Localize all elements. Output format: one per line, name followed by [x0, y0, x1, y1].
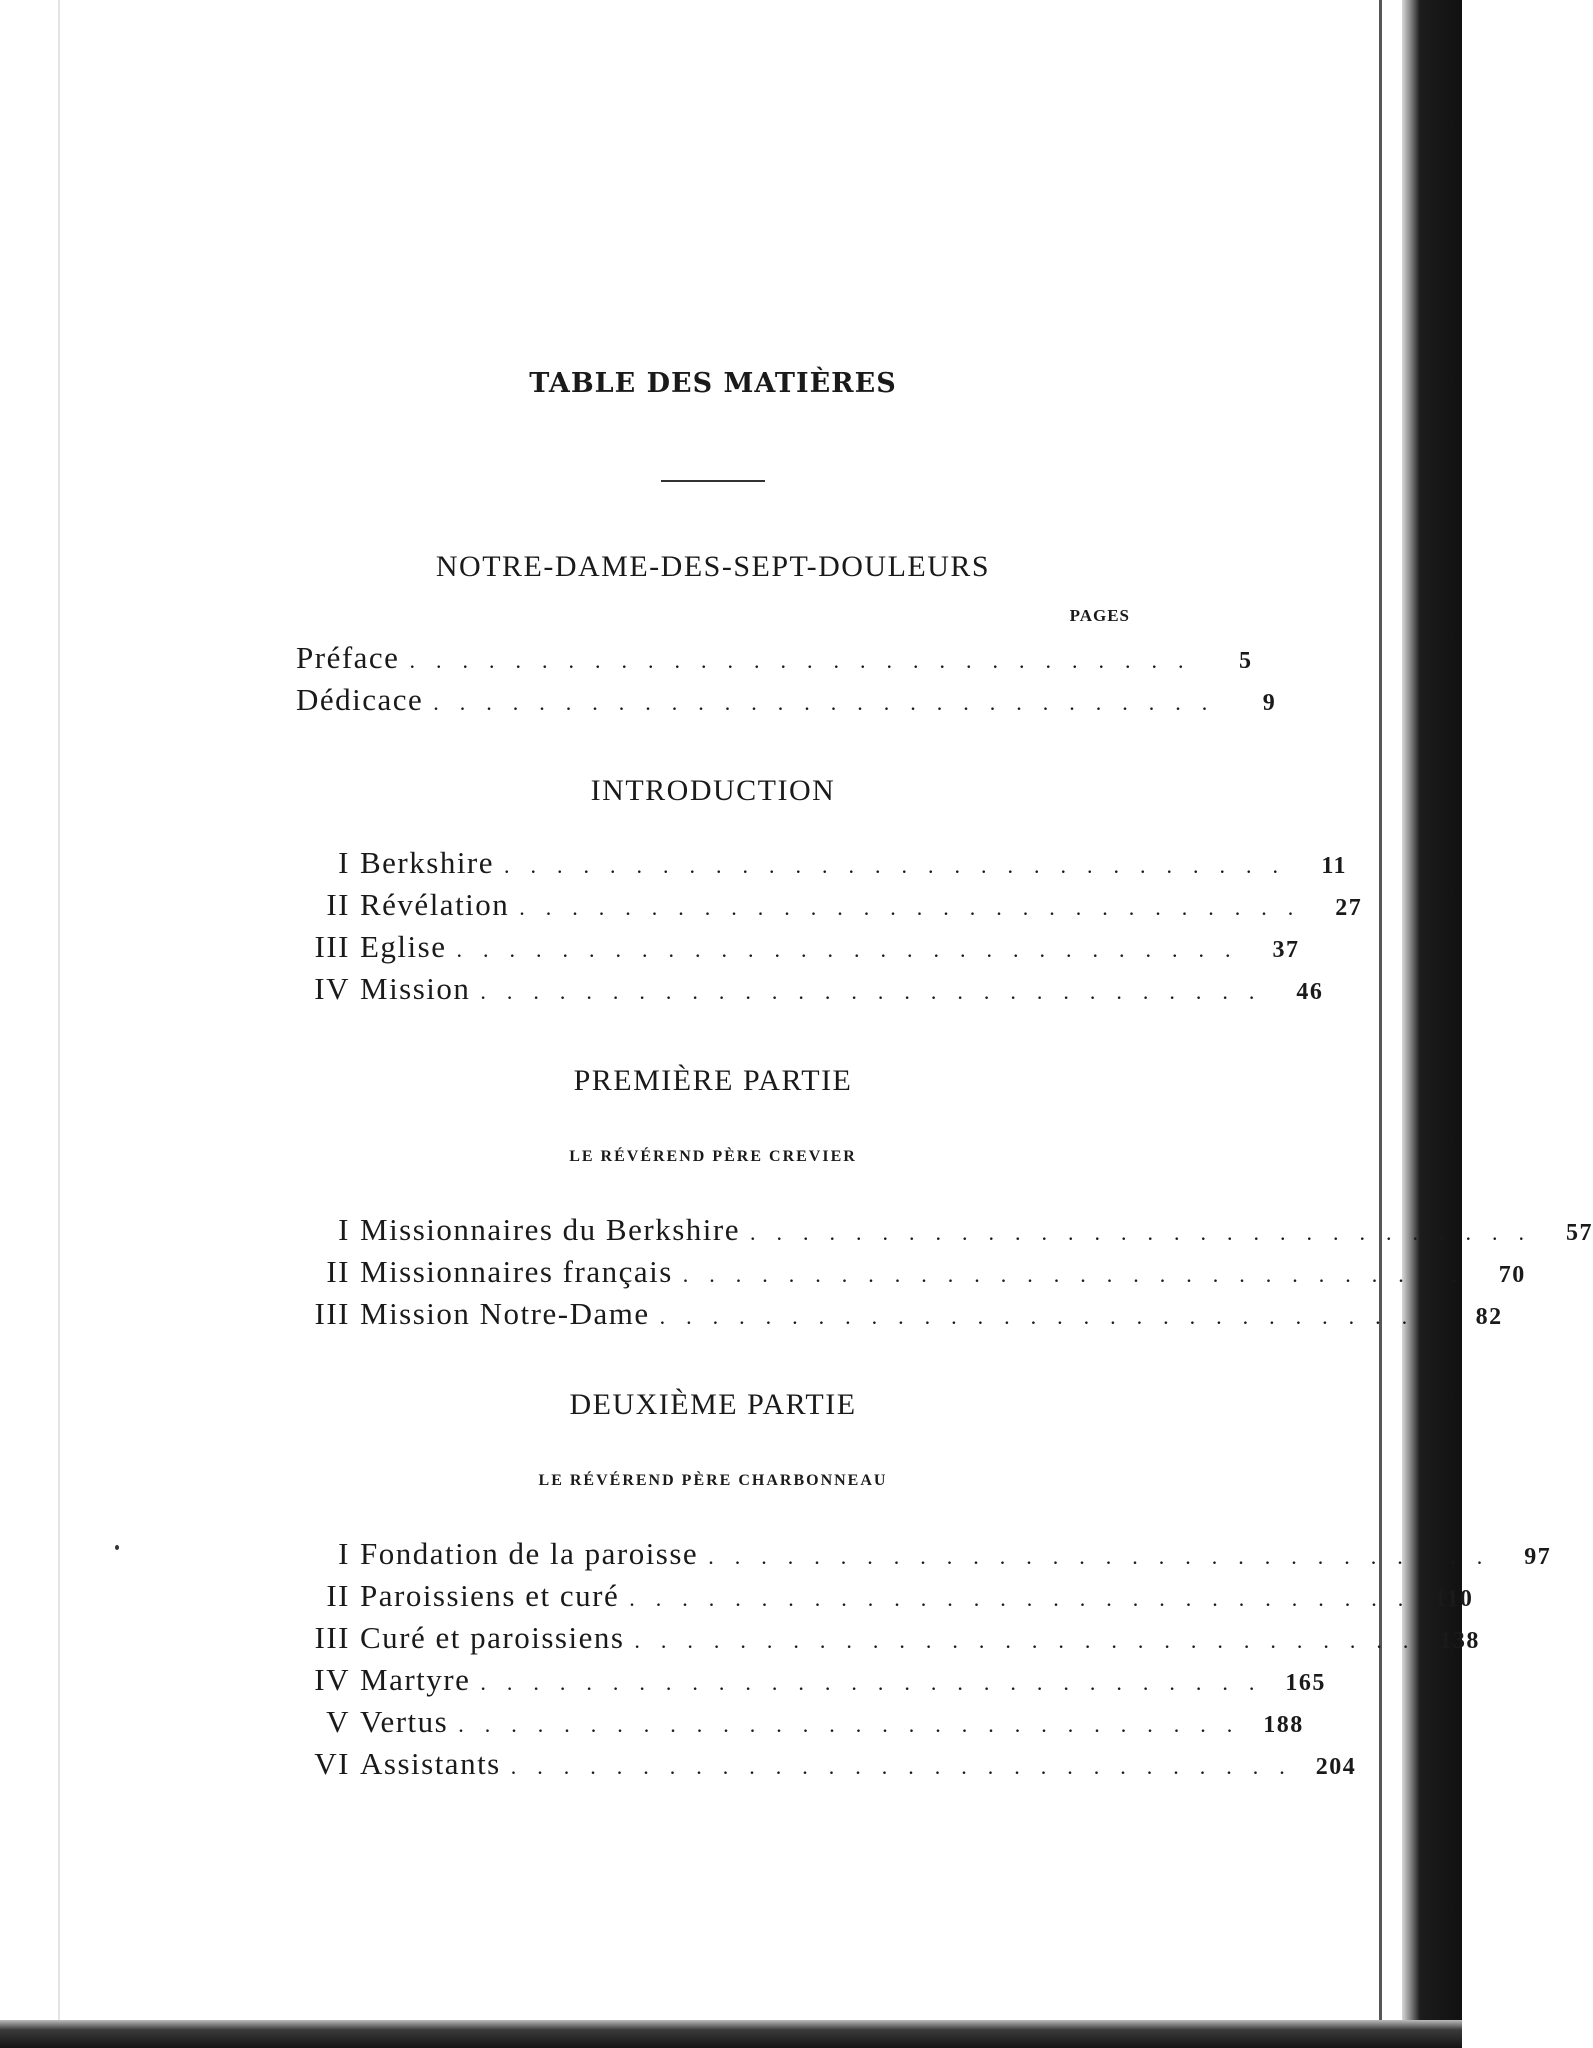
- toc-entry-preface: [296, 640, 1253, 682]
- entry-label: Révélation: [360, 887, 510, 922]
- toc-entry: [296, 1746, 1357, 1788]
- entry-numeral: IV: [314, 971, 350, 1006]
- entry-numeral: I: [338, 1212, 350, 1247]
- entry-page: 9: [1262, 690, 1277, 716]
- book-title: NOTRE-DAME-DES-SEPT-DOULEURS: [435, 550, 991, 583]
- dot-leader: ..............................: [458, 1712, 1254, 1737]
- entry-numeral: III: [314, 929, 350, 964]
- dot-leader: ..............................: [629, 1586, 1425, 1611]
- section-heading-part-one: PREMIÈRE PARTIE: [573, 1064, 853, 1097]
- entry-numeral: IV: [314, 1662, 350, 1697]
- entry-label: Missionnaires français: [360, 1254, 673, 1289]
- dot-leader: ..............................: [682, 1262, 1478, 1287]
- dot-leader: ..............................: [409, 648, 1205, 673]
- entry-label: Mission Notre-Dame: [360, 1296, 650, 1331]
- title-divider: [661, 480, 765, 482]
- entry-label: Martyre: [360, 1662, 471, 1697]
- entry-numeral: VI: [314, 1746, 350, 1781]
- entry-page: 37: [1272, 937, 1300, 963]
- entry-page: 165: [1285, 1670, 1326, 1696]
- entry-page: 11: [1321, 853, 1348, 879]
- entry-page: 5: [1238, 648, 1253, 674]
- entry-page: 110: [1434, 1586, 1474, 1612]
- scan-bottom-edge: [0, 2020, 1462, 2048]
- toc-entry: [296, 1212, 1593, 1254]
- entry-page: 82: [1475, 1304, 1503, 1330]
- dot-leader: ..............................: [510, 1754, 1306, 1779]
- dot-leader: ..............................: [504, 853, 1300, 878]
- entry-page: 70: [1498, 1262, 1526, 1288]
- entry-numeral: II: [326, 887, 350, 922]
- entry-label: Mission: [360, 971, 471, 1006]
- entry-label: Assistants: [360, 1746, 501, 1781]
- entry-numeral: I: [338, 845, 350, 880]
- dot-leader: ..............................: [480, 979, 1276, 1004]
- scan-speck: [115, 1545, 119, 1550]
- dot-leader: ..............................: [749, 1220, 1545, 1245]
- toc-entry: [296, 887, 1363, 929]
- toc-entry: [296, 1254, 1526, 1296]
- entry-label: Eglise: [360, 929, 447, 964]
- entry-numeral: I: [338, 1536, 350, 1571]
- entry-page: 138: [1439, 1628, 1480, 1654]
- entry-label: Dédicace: [296, 682, 424, 717]
- entry-page: 97: [1524, 1544, 1552, 1570]
- entry-label: Fondation de la paroisse: [360, 1536, 699, 1571]
- entry-label: Paroissiens et curé: [360, 1578, 620, 1613]
- subsection-heading-part-one: LE RÉVÉREND PÈRE CREVIER: [569, 1148, 857, 1165]
- entry-page: 27: [1335, 895, 1363, 921]
- toc-entry: [296, 929, 1300, 971]
- toc-entry: [296, 1296, 1503, 1338]
- entry-page: 188: [1263, 1712, 1304, 1738]
- pages-column-label: PAGES: [1069, 606, 1130, 625]
- entry-label: Curé et paroissiens: [360, 1620, 625, 1655]
- scan-right-edge: [1402, 0, 1462, 2048]
- entry-label: Vertus: [360, 1704, 449, 1739]
- dot-leader: ..............................: [708, 1544, 1504, 1569]
- entry-page: 57: [1565, 1220, 1593, 1246]
- entry-numeral: II: [326, 1578, 350, 1613]
- section-heading-part-two: DEUXIÈME PARTIE: [569, 1388, 857, 1421]
- dot-leader: ..............................: [634, 1628, 1430, 1653]
- toc-entry: [296, 845, 1348, 887]
- toc-entry: [296, 1578, 1474, 1620]
- dot-leader: ..............................: [480, 1670, 1276, 1695]
- entry-page: 204: [1315, 1754, 1357, 1780]
- entry-numeral: II: [326, 1254, 350, 1289]
- toc-entry: [296, 1620, 1480, 1662]
- dot-leader: ..............................: [519, 895, 1315, 920]
- dot-leader: ..............................: [659, 1304, 1455, 1329]
- entry-page: 46: [1296, 979, 1324, 1005]
- toc-entry: [296, 1536, 1552, 1578]
- entry-label: Missionnaires du Berkshire: [360, 1212, 740, 1247]
- toc-entry: [296, 1704, 1304, 1746]
- entry-label: Préface: [296, 640, 400, 675]
- page-title: TABLE DES MATIÈRES: [529, 368, 897, 399]
- toc-entry: [296, 971, 1324, 1013]
- entry-label: Berkshire: [360, 845, 495, 880]
- toc-entry: [296, 1662, 1326, 1704]
- scan-left-edge: [58, 0, 60, 2048]
- toc-entry-dedicace: [296, 682, 1277, 724]
- entry-numeral: III: [314, 1296, 350, 1331]
- section-heading-introduction: INTRODUCTION: [590, 774, 836, 807]
- entry-numeral: V: [326, 1704, 350, 1739]
- dot-leader: ..............................: [456, 937, 1252, 962]
- entry-numeral: III: [314, 1620, 350, 1655]
- dot-leader: ..............................: [433, 690, 1229, 715]
- subsection-heading-part-two: LE RÉVÉREND PÈRE CHARBONNEAU: [538, 1472, 888, 1489]
- scan-binding-line: [1379, 0, 1382, 2048]
